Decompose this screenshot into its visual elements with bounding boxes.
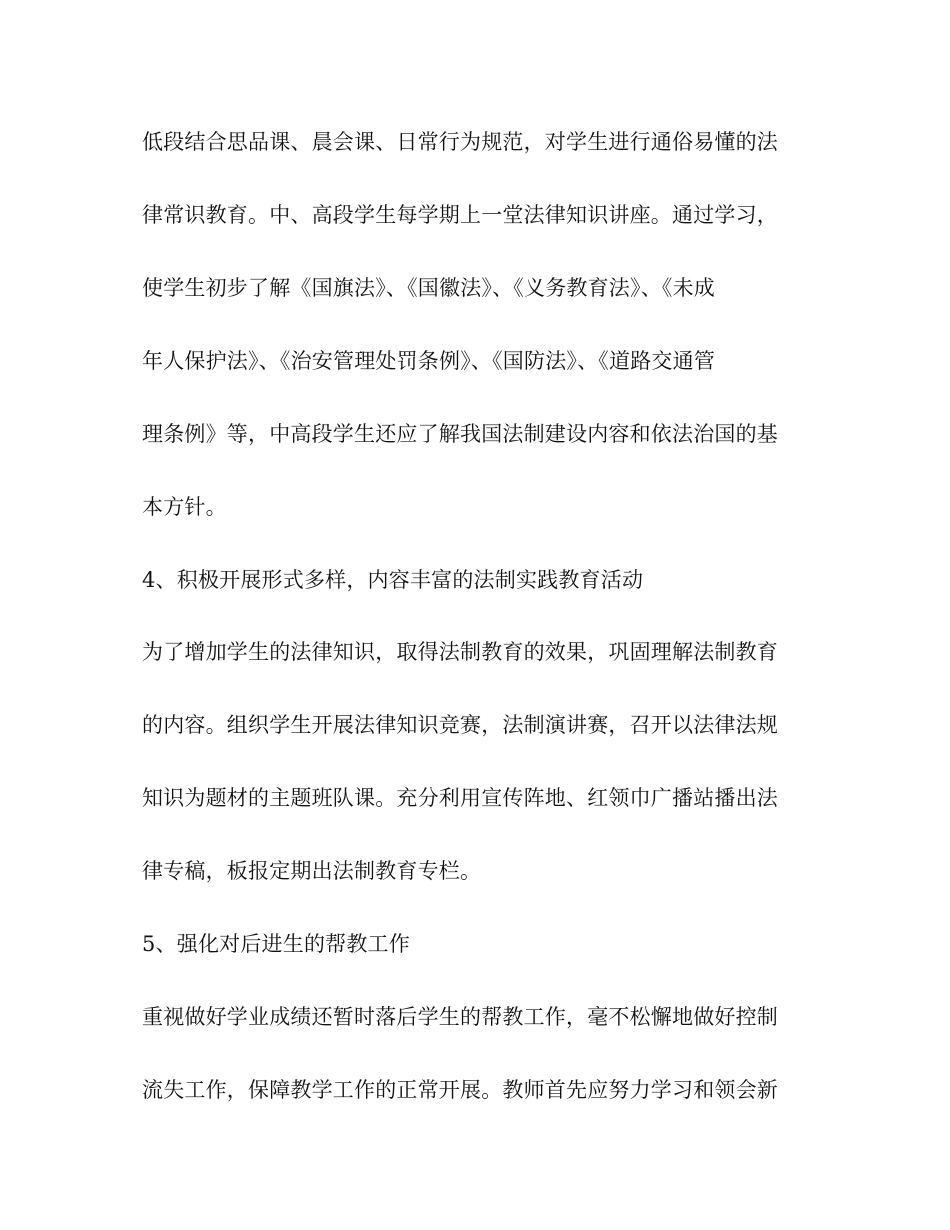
paragraph-line: 为了增加学生的法律知识，取得法制教育的效果，巩固理解法制教育 (142, 640, 778, 664)
paragraph-line: 知识为题材的主题班队课。充分利用宣传阵地、红领巾广播站播出法 (142, 786, 778, 810)
paragraph-line: 年人保护法》、《治安管理处罚条例》、《国防法》、《道路交通管 (142, 349, 715, 373)
paragraph-line: 律专稿，板报定期出法制教育专栏。 (142, 859, 482, 883)
paragraph-line: 本方针。 (142, 495, 227, 519)
paragraph-line: 的内容。组织学生开展法律知识竞赛，法制演讲赛，召开以法律法规 (142, 713, 778, 737)
paragraph-line: 低段结合思品课、晨会课、日常行为规范，对学生进行通俗易懂的法 (142, 130, 778, 154)
section-heading: 4、积极开展形式多样，内容丰富的法制实践教育活动 (142, 568, 644, 592)
paragraph-line: 理条例》等，中高段学生还应了解我国法制建设内容和依法治国的基 (142, 422, 778, 446)
paragraph-line: 律常识教育。中、高段学生每学期上一堂法律知识讲座。通过学习， (142, 203, 778, 227)
paragraph-line: 使学生初步了解《国旗法》、《国徽法》、《义务教育法》、《未成 (142, 276, 715, 300)
paragraph-line: 流失工作，保障教学工作的正常开展。教师首先应努力学习和领会新 (142, 1078, 778, 1102)
section-heading: 5、强化对后进生的帮教工作 (142, 932, 410, 956)
paragraph-line: 重视做好学业成绩还暂时落后学生的帮教工作，毫不松懈地做好控制 (142, 1005, 778, 1029)
